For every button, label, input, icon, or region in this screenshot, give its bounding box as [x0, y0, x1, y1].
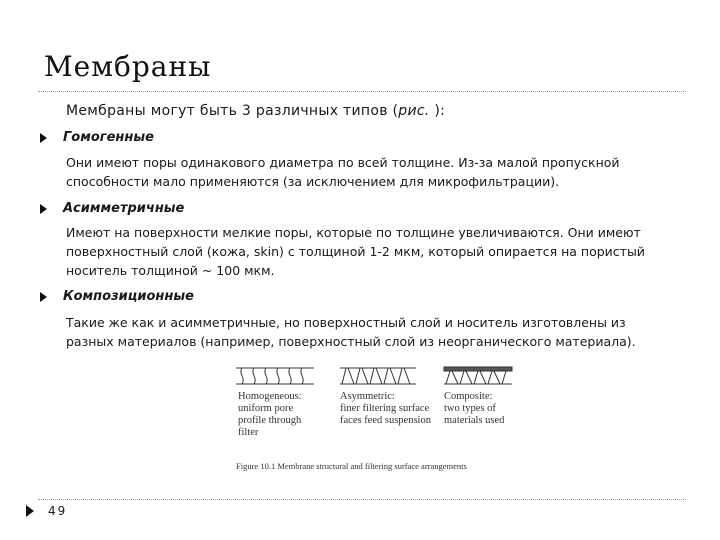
title-divider	[38, 91, 686, 92]
intro-text	[66, 103, 445, 119]
intro-ref: рис.	[398, 103, 430, 119]
section-heading-homogeneous	[40, 130, 154, 145]
figure-caption: Figure 10.1 Membrane structural and filtering surface arrangements	[236, 461, 467, 471]
section-heading-label: Гомогенные	[63, 130, 154, 145]
slide-title: Мембраны	[44, 50, 212, 83]
membrane-figure	[236, 366, 526, 478]
intro-suffix: ):	[429, 103, 446, 119]
footer-arrow-icon	[26, 505, 34, 517]
section-heading-asymmetric	[40, 201, 184, 216]
slide-footer	[26, 504, 67, 518]
bullet-arrow-icon	[40, 133, 47, 143]
section-heading-composite	[40, 289, 194, 304]
text-line: Имеют на поверхности мелкие поры, которые по толщине увеличиваются. Они имеют	[66, 225, 641, 240]
figure-label-asymmetric: Asymmetric: finer filtering surface faces feed suspension	[340, 391, 431, 426]
homogeneous-membrane-drawing	[236, 368, 314, 384]
composite-membrane-drawing	[444, 367, 512, 384]
section-text-asymmetric	[66, 223, 666, 280]
page-number: 49	[48, 504, 68, 518]
footer-divider	[38, 499, 686, 500]
asymmetric-membrane-drawing	[340, 368, 416, 384]
figure-label-composite: Composite: two types of materials used	[444, 391, 505, 426]
text-line: поверхностный слой (кожа, skin) с толщиной 1-2 мкм, который опирается на пористый	[66, 244, 645, 259]
text-line: разных материалов (например, поверхностный слой из неорганического материала).	[66, 334, 636, 349]
text-line: Они имеют поры одинакового диаметра по всей толщине. Из-за малой пропускной	[66, 155, 620, 170]
section-text-composite	[66, 313, 666, 351]
section-heading-label: Асимметричные	[63, 201, 185, 216]
figure-label-homogeneous: Homogeneous: uniform pore profile through filter	[238, 391, 302, 438]
intro-prefix: Мембраны могут быть 3 различных типов (	[66, 103, 399, 119]
section-heading-label: Композиционные	[63, 289, 194, 304]
section-text-homogeneous	[66, 153, 666, 191]
bullet-arrow-icon	[40, 204, 47, 214]
text-line: носитель толщиной ~ 100 мкм.	[66, 263, 275, 278]
text-line: способности мало применяются (за исключением для микрофильтрации).	[66, 174, 560, 189]
bullet-arrow-icon	[40, 292, 47, 302]
text-line: Такие же как и асимметричные, но поверхностный слой и носитель изготовлены из	[66, 315, 626, 330]
